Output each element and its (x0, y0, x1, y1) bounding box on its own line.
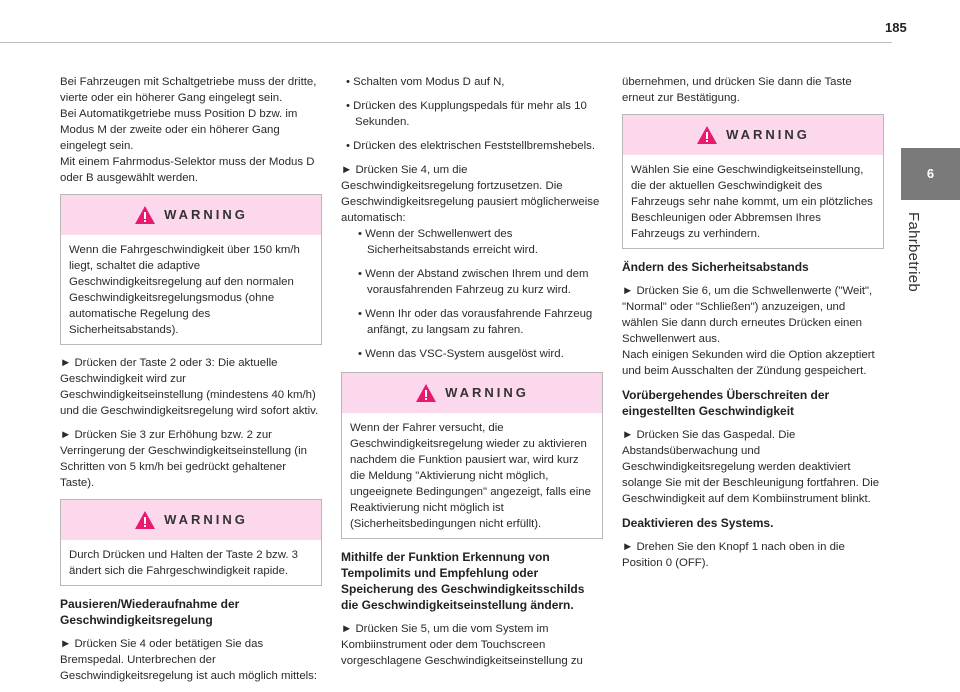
warning-box (60, 194, 322, 345)
section-heading: Ändern des Sicherheitsabstands (622, 260, 809, 274)
warning-triangle-icon (415, 383, 437, 403)
warning-header (342, 373, 602, 413)
body-text: übernehmen, und drücken Sie dann die Taste erneut zur Bestätigung. (622, 76, 852, 104)
warning-title: WARNING (726, 127, 810, 142)
chapter-tab-title: Fahrbetrieb (905, 212, 922, 293)
body-text: Nach einigen Sekunden wird die Option akzeptiert und beim Ausschalten der Zündung gespeichert. (622, 349, 875, 377)
body-text: ► Drücken Sie 6, um die Schwellenwerte ("Weit", "Normal" oder "Schließen") anzuzeigen, und wählen Sie dann durch erneutes Drücken einen Schwellenwert aus. (622, 285, 873, 345)
warning-triangle-icon (134, 510, 156, 530)
section-heading: Pausieren/Wiederaufnahme der Geschwindigkeitsregelung (60, 597, 240, 627)
chapter-tab-number: 6 (901, 148, 960, 200)
body-text: ► Drücken Sie 4 oder betätigen Sie das Bremspedal. Unterbrechen der Geschwindigkeitsregelung ist auch möglich mittels: (60, 638, 318, 682)
warning-header (623, 115, 883, 155)
list-item: • Schalten vom Modus D auf N, (346, 76, 505, 88)
header-rule (0, 42, 892, 43)
warning-title: WARNING (164, 512, 248, 527)
intro-text: Bei Fahrzeugen mit Schaltgetriebe muss der dritte, vierte oder ein höherer Gang eingelegt sein. Bei Automatikgetriebe muss Position D bzw. im Modus M der zweite oder ein höherer Gang eingelegt sein. Mit einem Fahrmodus-Selektor muss der Modus D oder B ausgewählt werden. (60, 76, 317, 184)
list-item: • Wenn Ihr oder das vorausfahrende Fahrzeug anfängt, zu langsam zu fahren. (358, 308, 593, 336)
column-1 (60, 74, 322, 692)
page-number: 185 (885, 20, 907, 35)
warning-triangle-icon (134, 205, 156, 225)
column-2 (341, 74, 603, 677)
section-heading: Mithilfe der Funktion Erkennung von Tempolimits und Empfehlung oder Speicherung des Geschwindigkeitsschilds die Geschwindigkeitseinstellung ändern. (341, 550, 585, 612)
warning-header (61, 500, 321, 540)
body-text: ► Drehen Sie den Knopf 1 nach oben in die Position 0 (OFF). (622, 541, 845, 569)
list-item: • Drücken des elektrischen Feststellbremshebels. (346, 140, 595, 152)
warning-text: Wenn der Fahrer versucht, die Geschwindigkeitsregelung wieder zu aktivieren nachdem die Funktion pausiert war, wird kurz die Meldung "Aktivierung nicht möglich, ungeeignete Bedingungen" angezeigt, falls eine Reaktivierung nicht möglich ist (Sicherheitsbedingungen nicht erfüllt). (350, 422, 591, 530)
list-item: • Drücken des Kupplungspedals für mehr als 10 Sekunden. (346, 100, 587, 128)
column-3 (622, 74, 884, 579)
body-text: ► Drücken Sie 5, um die vom System im Kombiinstrument oder dem Touchscreen vorgeschlagene Geschwindigkeitseinstellung zu (341, 623, 583, 667)
warning-title: WARNING (164, 207, 248, 222)
body-text: ► Drücken Sie das Gaspedal. Die Abstandsüberwachung und Geschwindigkeitsregelung werden deaktiviert solange Sie mit der Beschleunigung fortfahren. Die Geschwindigkeit auf dem Kombiinstrument blinkt. (622, 429, 880, 505)
warning-text: Wählen Sie eine Geschwindigkeitseinstellung, die der aktuellen Geschwindigkeit des Fahrzeugs sehr nahe kommt, um ein plötzliches Beschleunigen oder Abbremsen Ihres Fahrzeugs zu verhindern. (631, 164, 873, 240)
warning-text: Durch Drücken und Halten der Taste 2 bzw. 3 ändert sich die Fahrgeschwindigkeit rapide. (69, 549, 298, 577)
warning-box (60, 499, 322, 586)
step-text: ► Drücken Sie 3 zur Erhöhung bzw. 2 zur Verringerung der Geschwindigkeitseinstellung (in Schritten von 5 km/h bei gedrückt gehaltener Taste). (60, 429, 307, 489)
warning-text: Wenn die Fahrgeschwindigkeit über 150 km/h liegt, schaltet die adaptive Geschwindigkeitsregelung auf den normalen Geschwindigkeitsregelungsmodus (ohne automatische Regelung des Sicherheitsabstands). (69, 244, 300, 336)
section-heading: Deaktivieren des Systems. (622, 516, 774, 530)
step-text: ► Drücken der Taste 2 oder 3: Die aktuelle Geschwindigkeit wird zur Geschwindigkeitseinstellung (mindestens 40 km/h) und die Geschwindigkeitsregelung wird sofort aktiv. (60, 357, 319, 417)
warning-box (341, 372, 603, 539)
list-item: • Wenn der Schwellenwert des Sicherheitsabstands erreicht wird. (358, 228, 538, 256)
list-item: • Wenn der Abstand zwischen Ihrem und dem vorausfahrenden Fahrzeug zu kurz wird. (358, 268, 589, 296)
warning-box (622, 114, 884, 249)
warning-triangle-icon (696, 125, 718, 145)
warning-title: WARNING (445, 385, 529, 400)
warning-header (61, 195, 321, 235)
body-text: ► Drücken Sie 4, um die Geschwindigkeitsregelung fortzusetzen. Die Geschwindigkeitsregelung pausiert möglicherweise automatisch: (341, 164, 600, 224)
section-heading: Vorübergehendes Überschreiten der eingestellten Geschwindigkeit (622, 388, 830, 418)
list-item: • Wenn das VSC-System ausgelöst wird. (358, 348, 564, 360)
